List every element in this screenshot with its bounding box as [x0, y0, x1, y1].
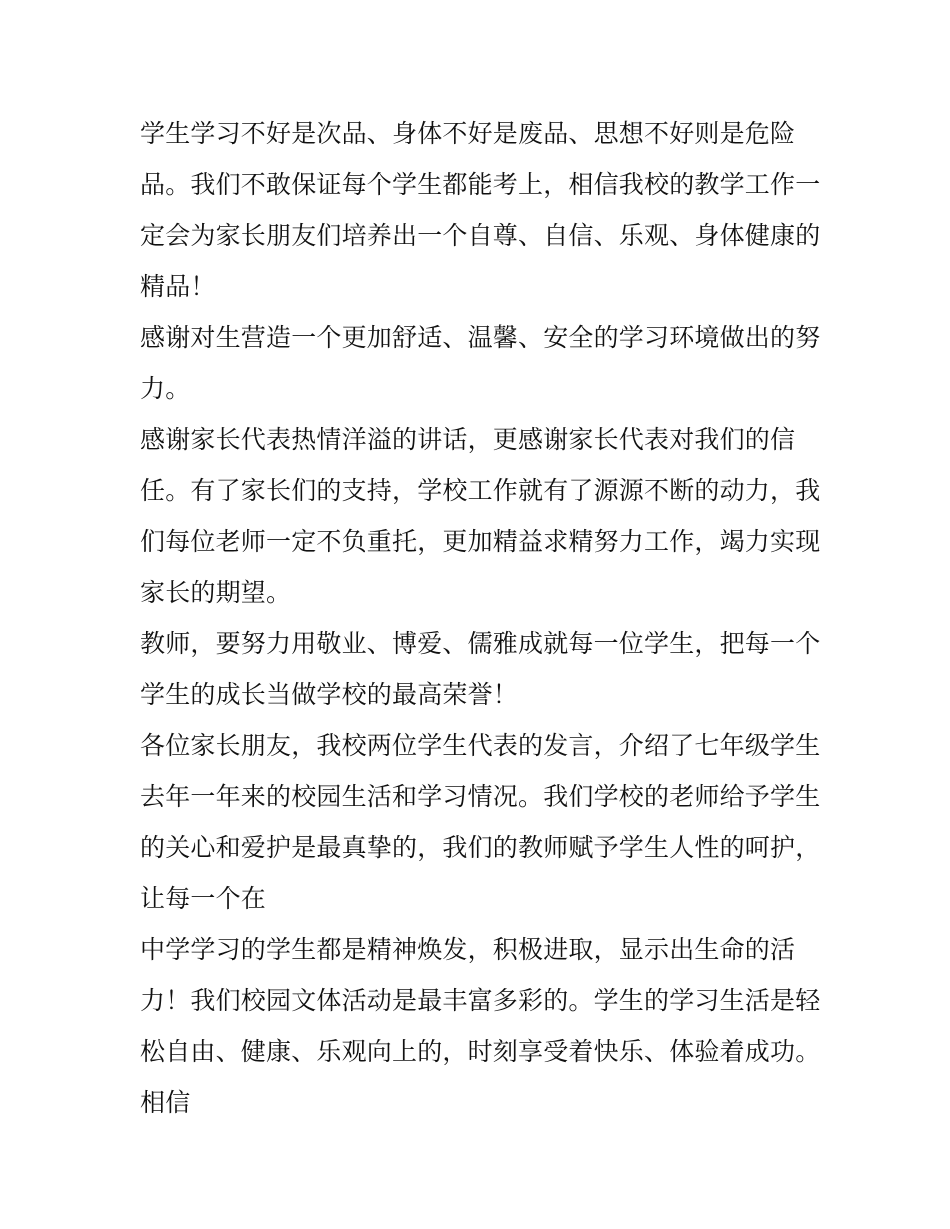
text-line: 力。: [140, 374, 191, 403]
text-line: 们每位老师一定不负重托，更加精益求精努力工作，竭力实现: [140, 527, 821, 556]
text-line: 教师，要努力用敬业、博爱、儒雅成就每一位学生，把每一个: [140, 629, 821, 658]
text-line: 中学学习的学生都是精神焕发，积极进取，显示出生命的活: [140, 935, 796, 964]
text-line: 品。我们不敢保证每个学生都能考上，相信我校的教学工作一: [140, 170, 821, 199]
text-line: 各位家长朋友，我校两位学生代表的发言，介绍了七年级学生: [140, 731, 821, 760]
text-line: 家长的期望。: [140, 578, 292, 607]
text-line: 学生学习不好是次品、身体不好是废品、思想不好则是危险: [140, 119, 796, 148]
text-line: 精品！: [140, 272, 216, 301]
text-line: 学生的成长当做学校的最高荣誉！: [140, 680, 519, 709]
text-line: 松自由、健康、乐观向上的，时刻享受着快乐、体验着成功。: [140, 1037, 821, 1066]
body-text: [140, 108, 820, 1128]
text-line: 相信: [140, 1088, 191, 1117]
text-line: 任。有了家长们的支持，学校工作就有了源源不断的动力，我: [140, 476, 821, 505]
text-line: 感谢对生营造一个更加舒适、温馨、安全的学习环境做出的努: [140, 323, 821, 352]
text-line: 让每一个在: [140, 884, 267, 913]
text-line: 的关心和爱护是最真挚的，我们的教师赋予学生人性的呵护，: [140, 833, 821, 862]
text-line: 去年一年来的校园生活和学习情况。我们学校的老师给予学生: [140, 782, 821, 811]
text-line: 定会为家长朋友们培养出一个自尊、自信、乐观、身体健康的: [140, 221, 821, 250]
text-line: 感谢家长代表热情洋溢的讲话，更感谢家长代表对我们的信: [140, 425, 796, 454]
text-line: 力！我们校园文体活动是最丰富多彩的。学生的学习生活是轻: [140, 986, 821, 1015]
